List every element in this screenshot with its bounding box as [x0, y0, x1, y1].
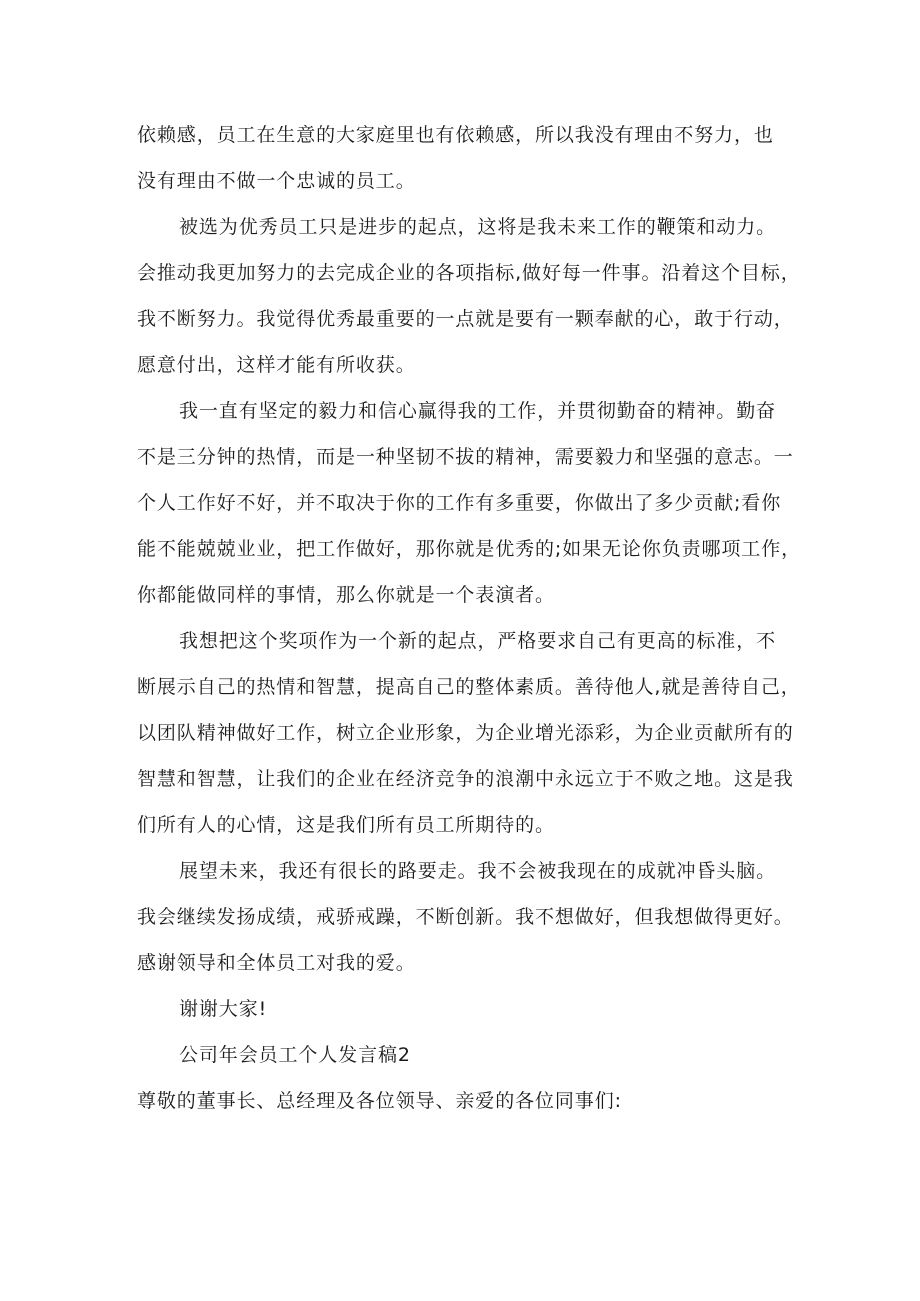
salutation: [137, 1078, 807, 1124]
paragraph-3: [137, 388, 807, 618]
text-line: 能不能兢兢业业，把工作做好，那你就是优秀的;如果无论你负责哪项工作，: [137, 538, 802, 560]
text-line: 不是三分钟的热情，而是一种坚韧不拔的精神，需要毅力和坚强的意志。一: [137, 446, 794, 468]
text-line: 们所有人的心情，这是我们所有员工所期待的。: [137, 814, 555, 836]
paragraph-4: [137, 618, 807, 848]
paragraph-thanks: [137, 986, 807, 1032]
text-line: 断展示自己的热情和智慧，提高自己的整体素质。善待他人,就是善待自己，: [137, 676, 801, 698]
text-line: 智慧和智慧，让我们的企业在经济竞争的浪潮中永远立于不败之地。这是我: [137, 768, 794, 790]
text-line: 我会继续发扬成绩，戒骄戒躁，不断创新。我不想做好，但我想做得更好。: [137, 906, 794, 928]
text-line: 愿意付出，这样才能有所收获。: [137, 354, 416, 376]
document-body: [137, 112, 807, 1124]
text-line: 以团队精神做好工作，树立企业形象，为企业增光添彩，为企业贡献所有的: [137, 722, 794, 744]
paragraph-1: [137, 112, 807, 204]
text-line: 个人工作好不好，并不取决于你的工作有多重要，你做出了多少贡献;看你: [137, 492, 782, 514]
section-heading: [137, 1032, 807, 1078]
text-line: 会推动我更加努力的去完成企业的各项指标,做好每一件事。沿着这个目标，: [137, 262, 801, 284]
text-line: 尊敬的董事长、总经理及各位领导、亲爱的各位同事们:: [137, 1090, 622, 1112]
paragraph-5: [137, 848, 807, 986]
paragraph-2: [137, 204, 807, 388]
text-line: 公司年会员工个人发言稿2: [179, 1044, 411, 1066]
text-line: 我想把这个奖项作为一个新的起点，严格要求自己有更高的标准，不: [179, 630, 777, 652]
text-line: 展望未来，我还有很长的路要走。我不会被我现在的成就冲昏头脑。: [179, 860, 777, 882]
text-line: 感谢领导和全体员工对我的爱。: [137, 952, 416, 974]
text-line: 我不断努力。我觉得优秀最重要的一点就是要有一颗奉献的心，敢于行动，: [137, 308, 794, 330]
text-line: 你都能做同样的事情，那么你就是一个表演者。: [137, 584, 555, 606]
text-line: 我一直有坚定的毅力和信心赢得我的工作，并贯彻勤奋的精神。勤奋: [179, 400, 777, 422]
text-line: 没有理由不做一个忠诚的员工。: [137, 170, 416, 192]
text-line: 依赖感，员工在生意的大家庭里也有依赖感，所以我没有理由不努力，也: [137, 124, 774, 146]
text-line: 谢谢大家!: [179, 998, 268, 1020]
text-line: 被选为优秀员工只是进步的起点，这将是我未来工作的鞭策和动力。: [179, 216, 777, 238]
